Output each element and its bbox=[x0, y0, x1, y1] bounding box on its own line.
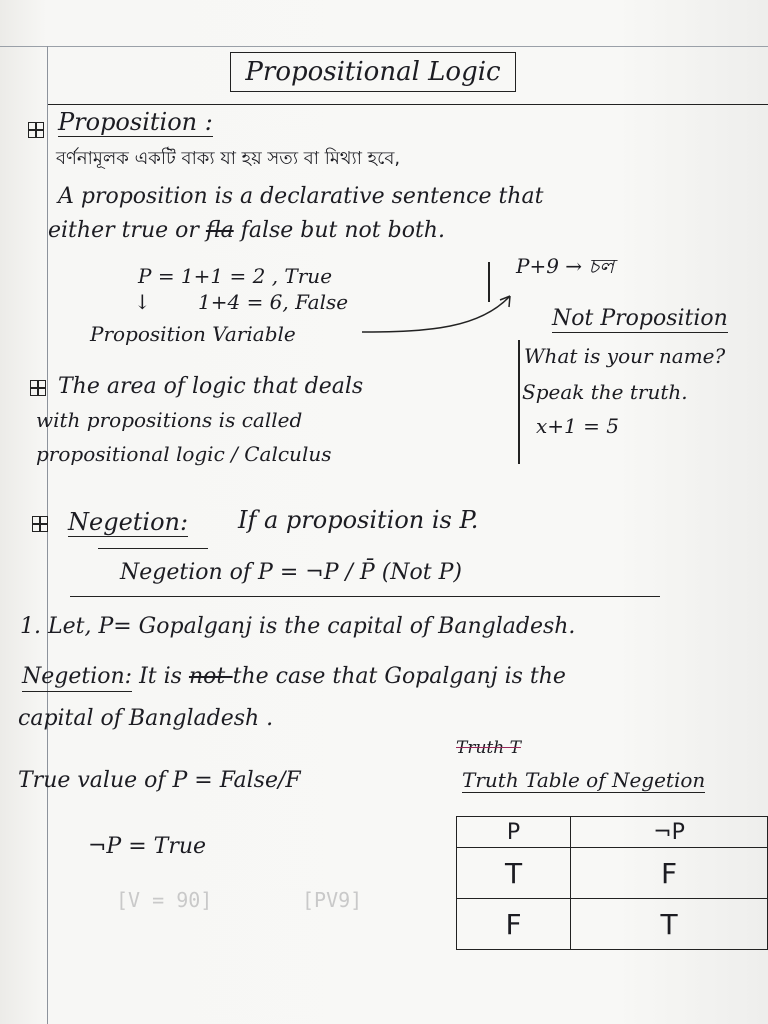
area-line-1: The area of logic that deals bbox=[58, 374, 364, 399]
table-cell: F bbox=[571, 848, 768, 899]
truth-table-caption: Truth Table of Negetion bbox=[462, 768, 706, 792]
negation-example: Negetion: It is not-the case that Gopalganj is the bbox=[22, 666, 566, 688]
proposition-variable: Proposition Variable bbox=[90, 322, 296, 346]
curved-arrow-icon bbox=[360, 288, 530, 348]
area-line-2: with propositions is called bbox=[36, 408, 303, 432]
margin-line bbox=[47, 46, 48, 1024]
page-title: Propositional Logic bbox=[230, 52, 516, 92]
side-note: P+9 → চল bbox=[516, 254, 615, 278]
negation-example-line-2: capital of Bangladesh . bbox=[18, 706, 274, 731]
negation-formula-underline bbox=[70, 596, 660, 597]
truth-strike: Truth T bbox=[456, 738, 521, 758]
bleed-through-text: [V = 90] bbox=[116, 888, 213, 912]
bullet-box-icon bbox=[30, 380, 46, 396]
negation-formula: Negetion of P = ¬P / P̄ (Not P) bbox=[120, 560, 462, 585]
not-proposition-heading: Not Proposition bbox=[552, 306, 728, 331]
area-line-3: propositional logic / Calculus bbox=[36, 442, 332, 466]
bullet-box-icon bbox=[32, 516, 48, 532]
title-underline bbox=[48, 104, 768, 105]
truth-table-header-p: P bbox=[457, 817, 571, 848]
table-cell: T bbox=[457, 848, 571, 899]
negation-heading-underline bbox=[98, 548, 208, 549]
definition-line-2: either true or fla false but not both. bbox=[48, 218, 445, 243]
truth-table bbox=[456, 816, 768, 950]
not-proposition-item-1: What is your name? bbox=[524, 344, 726, 368]
table-cell: T bbox=[571, 899, 768, 950]
not-proposition-divider bbox=[518, 340, 520, 464]
bangla-definition: বর্ণনামূলক একটি বাক্য যা হয় সত্য বা মিথ্যা হবে, bbox=[56, 148, 401, 169]
truth-table-header-row bbox=[457, 817, 768, 848]
not-proposition-item-3: x+1 = 5 bbox=[536, 414, 619, 438]
side-divider-top bbox=[488, 262, 490, 302]
bullet-box-icon bbox=[28, 122, 44, 138]
arrow-down-icon: ↓ bbox=[134, 290, 151, 314]
table-row bbox=[457, 848, 768, 899]
truth-table-header-not-p: ¬P bbox=[571, 817, 768, 848]
example-let-line: 1. Let, P= Gopalganj is the capital of Bangladesh. bbox=[20, 614, 576, 639]
proposition-heading: Proposition : bbox=[58, 108, 213, 136]
bleed-through-text: [PV9] bbox=[302, 888, 363, 912]
negation-heading: Negetion: bbox=[68, 508, 189, 536]
table-cell: F bbox=[457, 899, 571, 950]
not-p-true: ¬P = True bbox=[88, 834, 207, 859]
example-1: P = 1+1 = 2 , True bbox=[138, 264, 333, 288]
table-row bbox=[457, 899, 768, 950]
definition-line-1: A proposition is a declarative sentence that bbox=[58, 184, 544, 209]
example-2: 1+4 = 6, False bbox=[198, 290, 349, 314]
truth-value-line: True value of P = False/F bbox=[18, 768, 301, 793]
not-proposition-item-2: Speak the truth. bbox=[522, 380, 688, 404]
top-rule bbox=[0, 46, 768, 47]
negation-definition: If a proposition is P. bbox=[238, 506, 479, 534]
